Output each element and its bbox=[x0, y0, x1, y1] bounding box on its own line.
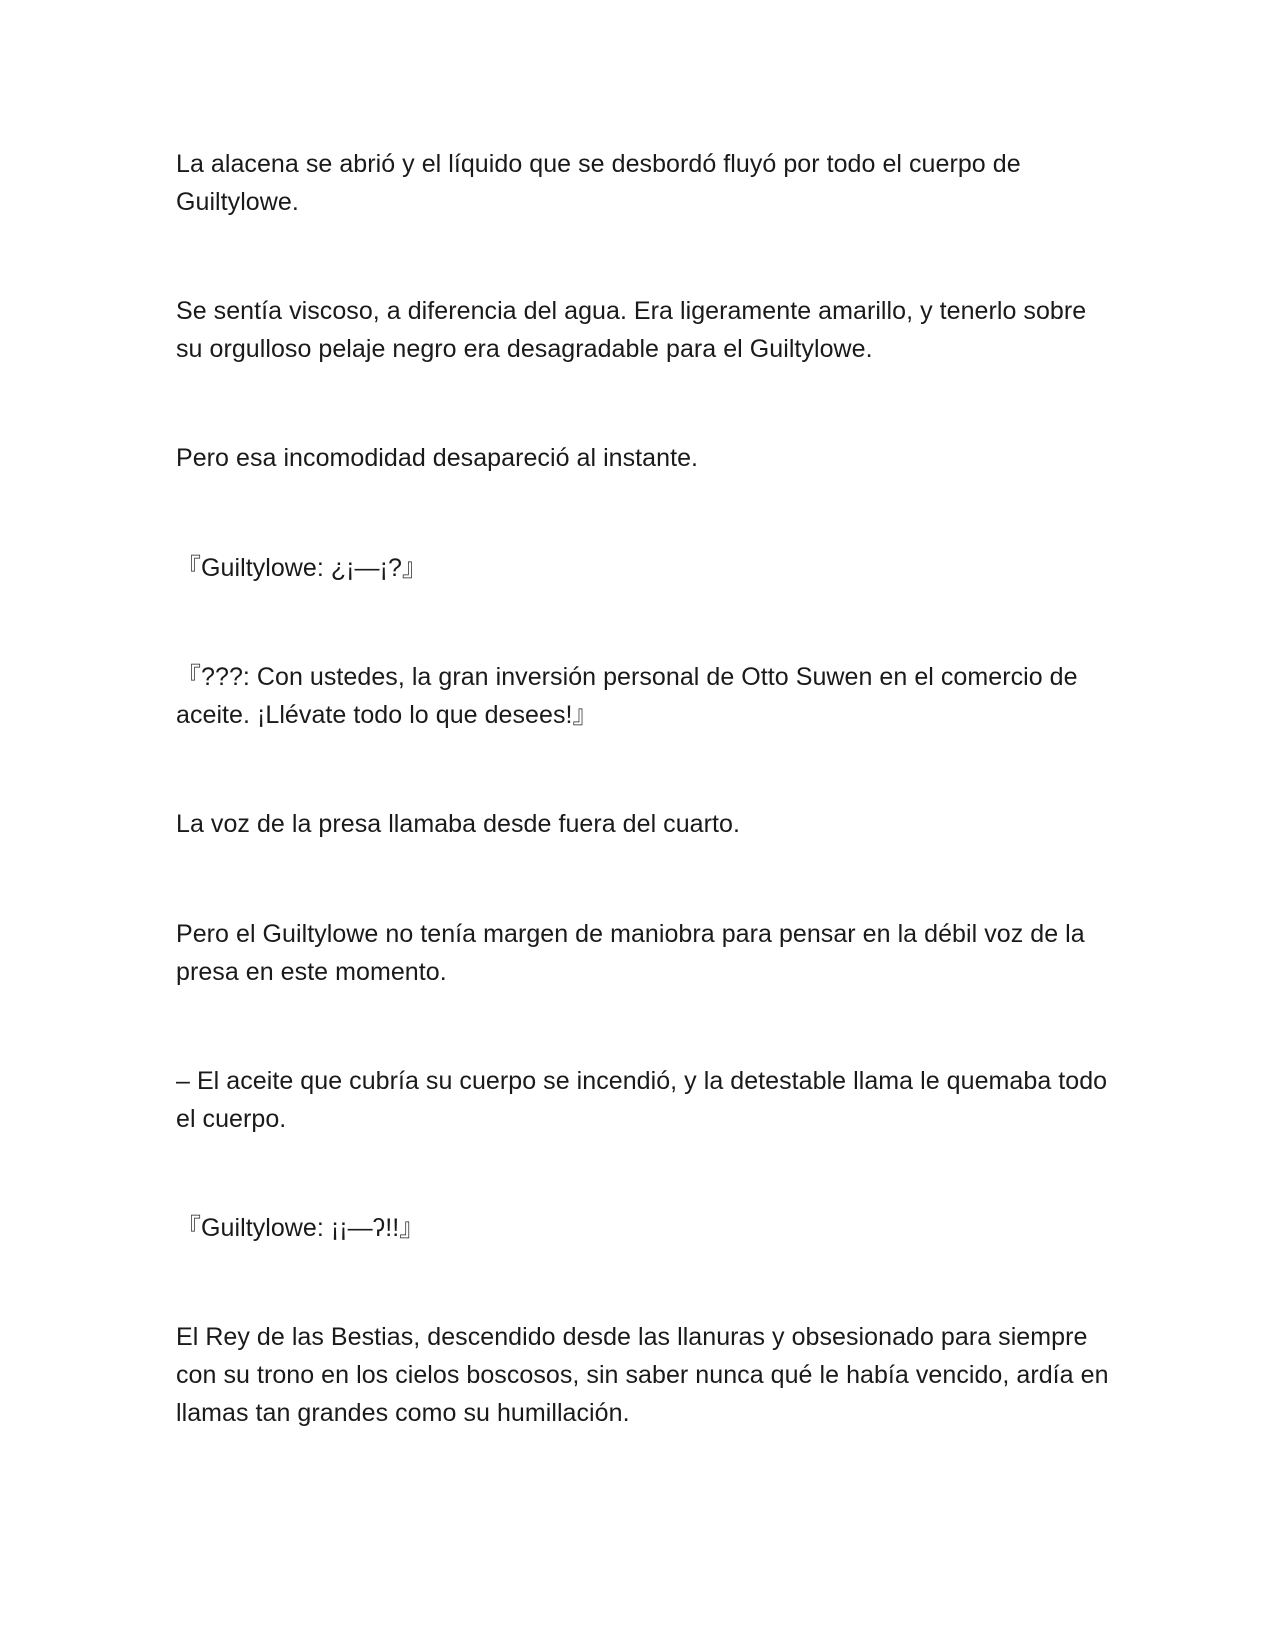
document-body bbox=[176, 145, 1111, 1432]
paragraph-7: Pero el Guiltylowe no tenía margen de maniobra para pensar en la débil voz de la presa en este momento. bbox=[176, 920, 1085, 986]
dialogue-line-3: 『Guiltylowe: ¡¡—ʔ!!』 bbox=[176, 1214, 425, 1242]
paragraph-3: Pero esa incomodidad desapareció al instante. bbox=[176, 444, 699, 472]
dialogue-line-2: 『???: Con ustedes, la gran inversión personal de Otto Suwen en el comercio de aceite. ¡Llévate todo lo que desees!』 bbox=[176, 663, 1078, 729]
paragraph-1: La alacena se abrió y el líquido que se desbordó fluyó por todo el cuerpo de Guiltylowe. bbox=[176, 150, 1021, 216]
paragraph-10: El Rey de las Bestias, descendido desde las llanuras y obsesionado para siempre con su trono en los cielos boscosos, sin saber nunca qué le había vencido, ardía en llamas tan grandes como su humillación. bbox=[176, 1323, 1109, 1427]
paragraph-2: Se sentía viscoso, a diferencia del agua. Era ligeramente amarillo, y tenerlo sobre su orgulloso pelaje negro era desagradable para el Guiltylowe. bbox=[176, 297, 1087, 363]
paragraph-6: La voz de la presa llamaba desde fuera del cuarto. bbox=[176, 810, 740, 838]
dialogue-line-1: 『Guiltylowe: ¿¡—¡?』 bbox=[176, 554, 427, 582]
paragraph-8: – El aceite que cubría su cuerpo se incendió, y la detestable llama le quemaba todo el cuerpo. bbox=[176, 1067, 1108, 1133]
